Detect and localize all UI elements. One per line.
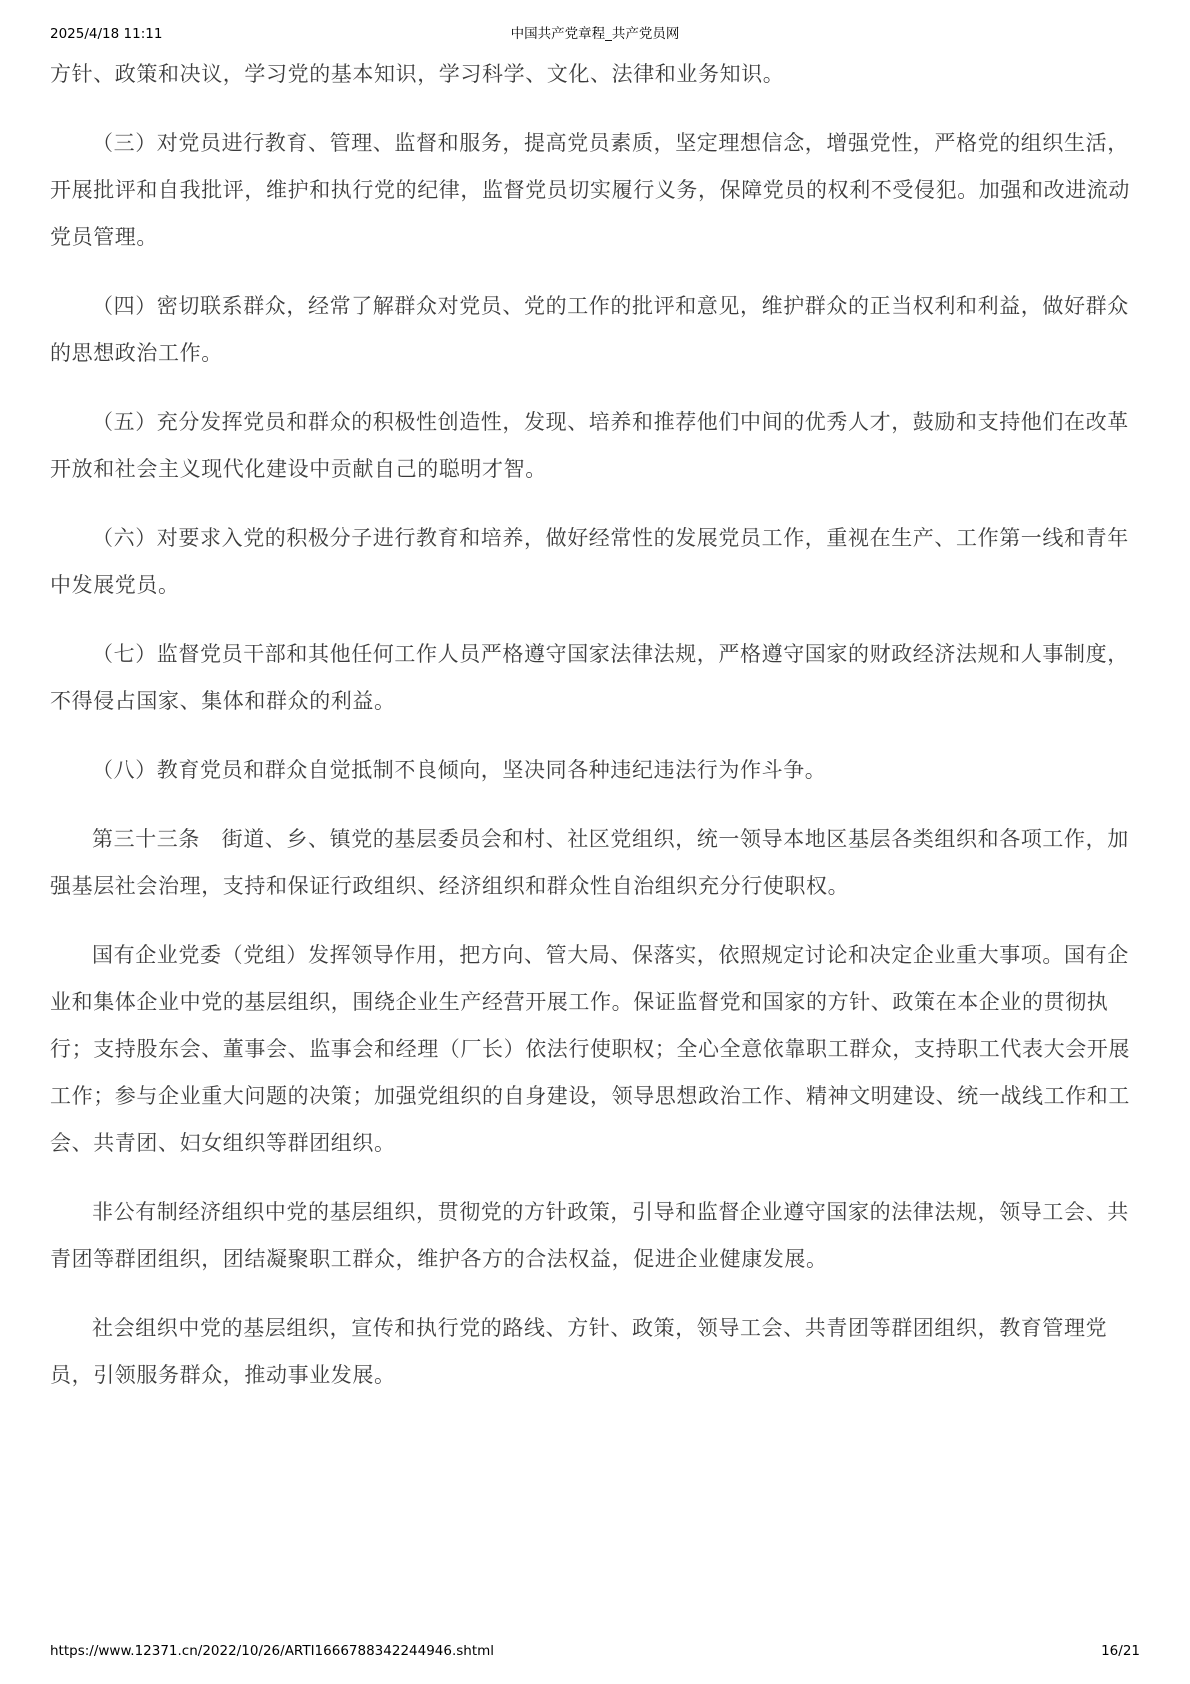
paragraph-state-enterprises: 国有企业党委（党组）发挥领导作用，把方向、管大局、保落实，依照规定讨论和决定企业重大事项。国有企业和集体企业中党的基层组织，围绕企业生产经营开展工作。保证监督党和国家的方针、政策在本企业的贯彻执行；支持股东会、董事会、监事会和经理（厂长）依法行使职权；全心全意依靠职工群众，支持职工代表大会开展工作；参与企业重大问题的决策；加强党组织的自身建设，领导思想政治工作、精神文明建设、统一战线工作和工会、共青团、妇女组织等群团组织。 [50,943,1130,1155]
paragraph-item-4: （四）密切联系群众，经常了解群众对党员、党的工作的批评和意见，维护群众的正当权利和利益，做好群众的思想政治工作。 [50,294,1129,365]
footer-page-indicator: 16/21 [1101,1643,1140,1659]
header-datetime: 2025/4/18 11:11 [50,26,163,42]
paragraph-item-5: （五）充分发挥党员和群众的积极性创造性，发现、培养和推荐他们中间的优秀人才，鼓励和支持他们在改革开放和社会主义现代化建设中贡献自己的聪明才智。 [50,410,1129,481]
footer-url: https://www.12371.cn/2022/10/26/ARTI1666788342244946.shtml [50,1643,495,1659]
paragraph-continuation: 方针、政策和决议，学习党的基本知识，学习科学、文化、法律和业务知识。 [50,62,785,86]
print-footer [50,1642,1140,1660]
paragraph-item-7: （七）监督党员干部和其他任何工作人员严格遵守国家法律法规，严格遵守国家的财政经济法规和人事制度，不得侵占国家、集体和群众的利益。 [50,642,1129,713]
paragraph-item-6: （六）对要求入党的积极分子进行教育和培养，做好经常性的发展党员工作，重视在生产、工作第一线和青年中发展党员。 [50,526,1129,597]
paragraph-item-8: （八）教育党员和群众自觉抵制不良倾向，坚决同各种违纪违法行为作斗争。 [92,758,827,782]
paragraph-item-3: （三）对党员进行教育、管理、监督和服务，提高党员素质，坚定理想信念，增强党性，严格党的组织生活，开展批评和自我批评，维护和执行党的纪律，监督党员切实履行义务，保障党员的权利不受侵犯。加强和改进流动党员管理。 [50,131,1130,249]
paragraph-non-public-economy: 非公有制经济组织中党的基层组织，贯彻党的方针政策，引导和监督企业遵守国家的法律法规，领导工会、共青团等群团组织，团结凝聚职工群众，维护各方的合法权益，促进企业健康发展。 [50,1200,1129,1271]
print-header [50,24,1140,44]
page-title: 中国共产党章程_共产党员网 [510,26,680,42]
paragraph-social-organizations: 社会组织中党的基层组织，宣传和执行党的路线、方针、政策，领导工会、共青团等群团组织，教育管理党员，引领服务群众，推动事业发展。 [50,1316,1108,1387]
document-body [50,51,1140,1421]
paragraph-article-33: 第三十三条 街道、乡、镇党的基层委员会和村、社区党组织，统一领导本地区基层各类组织和各项工作，加强基层社会治理，支持和保证行政组织、经济组织和群众性自治组织充分行使职权。 [50,827,1129,898]
